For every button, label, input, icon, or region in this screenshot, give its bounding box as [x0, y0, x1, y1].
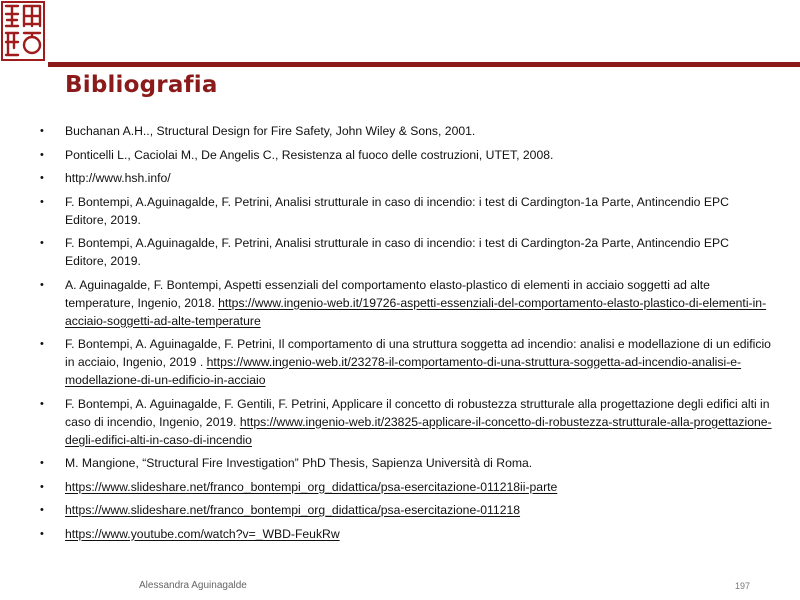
entry-link[interactable]: https://www.ingenio-web.it/19726-aspetti-essenziali-del-comportamento-elasto-plastico-di-elementi-in-acciaio-soggetti-ad-alte-temperature [65, 295, 767, 328]
bibliography-entry [34, 234, 774, 270]
footer-author: Alessandra Aguinagalde [139, 580, 247, 591]
bibliography-entry [34, 169, 774, 187]
bullet-icon: • [40, 457, 44, 469]
bullet-icon: • [40, 338, 44, 350]
entry-link[interactable]: https://www.ingenio-web.it/23825-applicare-il-concetto-di-robustezza-strutturale-alla-progettazione-degli-edifici-alti-in-caso-di-incendio [65, 414, 772, 447]
bullet-icon: • [40, 278, 44, 291]
entry-text: F. Bontempi, A.Aguinagalde, F. Petrini, Analisi strutturale in caso di incendio: i test di Cardington-2a Parte, Antincendio EPC Editore, 2019. [65, 236, 729, 268]
entry-text: A. Aguinagalde, F. Bontempi, Aspetti essenziali del comportamento elasto-plastico di elementi in acciaio soggetti ad alte temperature, Ingenio, 2018. [65, 277, 710, 310]
bibliography-entry [34, 122, 774, 140]
entry-text: F. Bontempi, A.Aguinagalde, F. Petrini, Analisi strutturale in caso di incendio: i test di Cardington-1a Parte, Antincendio EPC Editore, 2019. [65, 194, 729, 227]
entry-text: F. Bontempi, A. Aguinagalde, F. Petrini, Il comportamento di una struttura soggetta ad incendio: analisi e modellazione di un edificio in acciaio, Ingenio, 2019 . [65, 337, 771, 369]
entry-text: Buchanan A.H.., Structural Design for Fire Safety, John Wiley & Sons, 2001. [65, 124, 476, 138]
bullet-icon: • [40, 148, 44, 161]
entry-link[interactable]: https://www.youtube.com/watch?v=_WBD-FeukRw [65, 526, 340, 541]
entry-text: http://www.hsh.info/ [65, 171, 171, 185]
bullet-icon: • [40, 172, 44, 184]
bibliography-list [34, 122, 774, 548]
bibliography-entry [34, 478, 774, 496]
bullet-icon: • [40, 125, 44, 137]
bibliography-entry [34, 525, 774, 543]
slide-title: Bibliografia [65, 72, 218, 98]
entry-text: M. Mangione, “Structural Fire Investigation” PhD Thesis, Sapienza Università di Roma. [65, 456, 533, 470]
header-divider [48, 62, 800, 67]
seal-logo [0, 0, 46, 62]
bibliography-entry [34, 395, 774, 449]
bullet-icon: • [40, 527, 44, 540]
bullet-icon: • [40, 480, 44, 493]
bibliography-entry [34, 454, 774, 472]
bullet-icon: • [40, 195, 44, 208]
bibliography-entry [34, 146, 774, 164]
page-number: 197 [735, 581, 751, 591]
entry-text: Ponticelli L., Caciolai M., De Angelis C., Resistenza al fuoco delle costruzioni, UTET, 2008. [65, 147, 554, 162]
bibliography-entry [34, 335, 774, 389]
seal-logo-icon [0, 0, 46, 62]
bullet-icon: • [40, 397, 44, 410]
bullet-icon: • [40, 237, 44, 249]
bibliography-entry [34, 276, 774, 330]
bullet-icon: • [40, 504, 44, 516]
entry-link[interactable]: https://www.slideshare.net/franco_bontempi_org_didattica/psa-esercitazione-011218ii-parte [65, 479, 558, 494]
entry-text: F. Bontempi, A. Aguinagalde, F. Gentili, F. Petrini, Applicare il concetto di robustezza strutturale alla progettazione degli edifici alti in caso di incendio, Ingenio, 2019. [65, 396, 770, 429]
bibliography-entry [34, 501, 774, 519]
bibliography-entry [34, 193, 774, 229]
entry-link[interactable]: https://www.slideshare.net/franco_bontempi_org_didattica/psa-esercitazione-011218 [65, 503, 521, 517]
entry-link[interactable]: https://www.ingenio-web.it/23278-il-comportamento-di-una-struttura-soggetta-ad-incendio-analisi-e-modellazione-di-un-edificio-in-acciaio [65, 355, 742, 387]
